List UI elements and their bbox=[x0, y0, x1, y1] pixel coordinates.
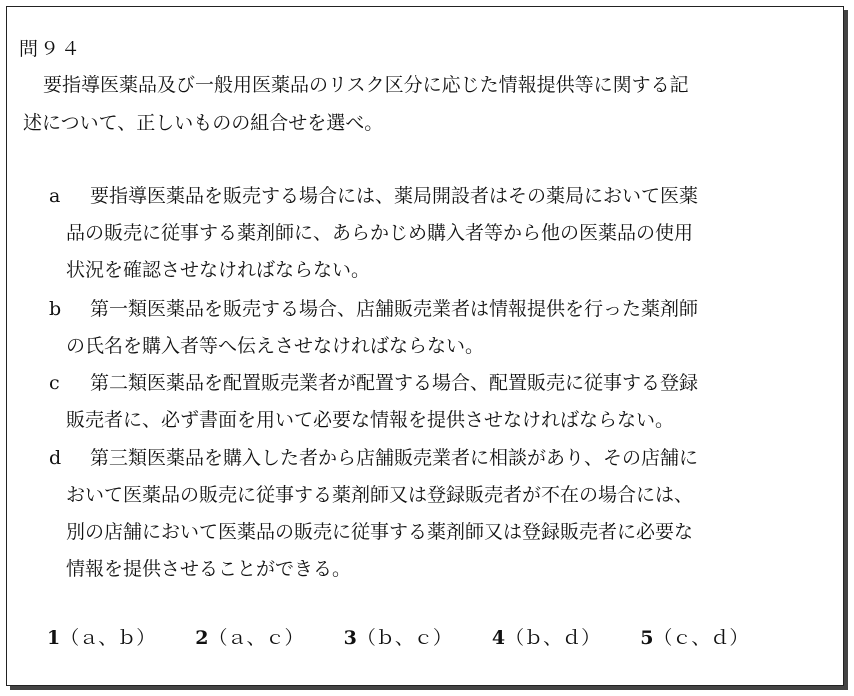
answer-choice-2[interactable] bbox=[195, 626, 303, 650]
answer-number: 2 bbox=[195, 627, 209, 649]
answer-combo: （ａ、ｂ） bbox=[60, 627, 156, 649]
option-b-line-1: 第一類医薬品を販売する場合、店舗販売業者は情報提供を行った薬剤師 bbox=[90, 298, 699, 320]
option-a-line-2: 品の販売に従事する薬剤師に、あらかじめ購入者等から他の医薬品の使用 bbox=[66, 222, 694, 244]
answer-choice-4[interactable] bbox=[492, 626, 600, 650]
option-d-line-1: 第三類医薬品を購入した者から店舗販売業者に相談があり、その店舗に bbox=[90, 447, 699, 469]
answer-combo: （ｂ、ｃ） bbox=[356, 627, 452, 649]
answer-number: 5 bbox=[640, 627, 654, 649]
answer-number: 1 bbox=[47, 627, 61, 649]
answer-choice-5[interactable] bbox=[640, 626, 748, 650]
answer-combo: （ｂ、ｄ） bbox=[505, 627, 601, 649]
option-c-line-1: 第二類医薬品を配置販売業者が配置する場合、配置販売に従事する登録 bbox=[90, 372, 699, 394]
option-b-line-2: の氏名を購入者等へ伝えさせなければならない。 bbox=[66, 335, 485, 357]
option-a-letter: a bbox=[49, 185, 61, 207]
answer-combo: （ｃ、ｄ） bbox=[653, 627, 749, 649]
question-number: 問９４ bbox=[19, 38, 83, 60]
answer-combo: （ａ、ｃ） bbox=[208, 627, 304, 649]
question-stem-line-2: 述について、正しいものの組合せを選べ。 bbox=[23, 112, 384, 134]
answer-choices bbox=[47, 626, 782, 650]
option-d-line-4: 情報を提供させることができる。 bbox=[66, 558, 352, 580]
option-b-letter: b bbox=[49, 298, 62, 320]
answer-number: 3 bbox=[343, 627, 357, 649]
option-c-line-2: 販売者に、必ず書面を用いて必要な情報を提供させなければならない。 bbox=[66, 409, 675, 431]
question-stem-line-1: 要指導医薬品及び一般用医薬品のリスク区分に応じた情報提供等に関する記 bbox=[43, 74, 689, 96]
option-a-line-3: 状況を確認させなければならない。 bbox=[66, 259, 371, 281]
option-d-line-3: 別の店舗において医薬品の販売に従事する薬剤師又は登録販売者に必要な bbox=[66, 521, 694, 543]
option-a-line-1: 要指導医薬品を販売する場合には、薬局開設者はその薬局において医薬 bbox=[90, 185, 699, 207]
answer-choice-1[interactable] bbox=[47, 626, 155, 650]
answer-choice-3[interactable] bbox=[344, 626, 452, 650]
option-d-line-2: おいて医薬品の販売に従事する薬剤師又は登録販売者が不在の場合には、 bbox=[66, 484, 694, 506]
answer-number: 4 bbox=[491, 627, 506, 649]
option-d-letter: d bbox=[49, 447, 62, 469]
option-c-letter: c bbox=[49, 372, 60, 394]
